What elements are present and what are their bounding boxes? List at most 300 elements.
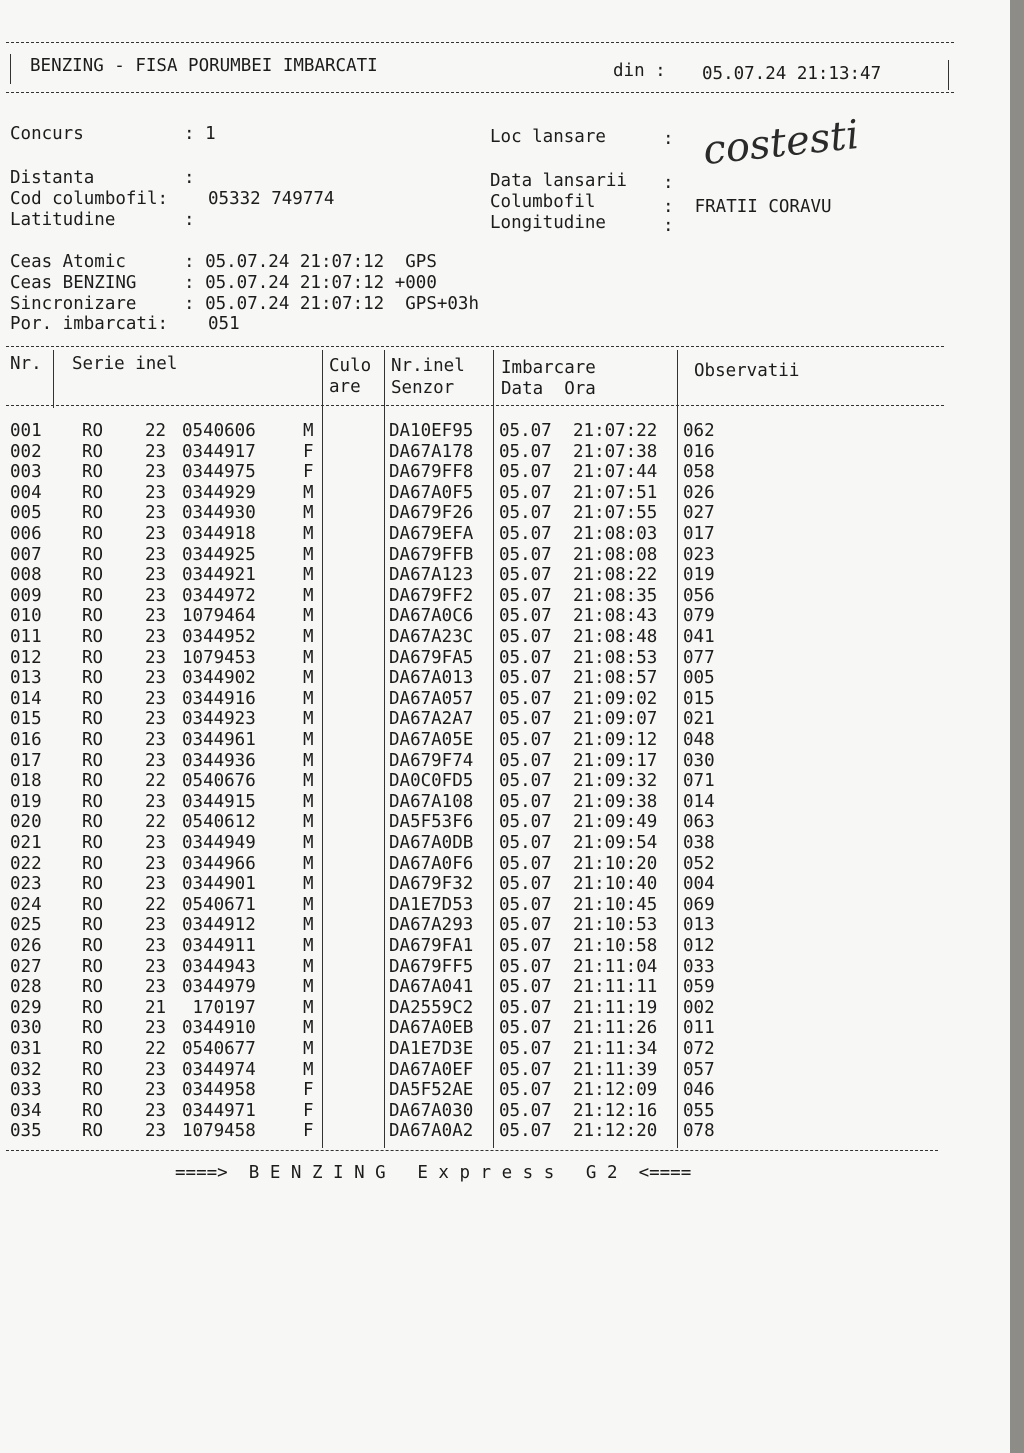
table-row bbox=[0, 998, 1000, 1019]
cell-sex: F bbox=[303, 1121, 314, 1142]
cell-nr: 010 bbox=[10, 606, 42, 627]
concurs-value: : 1 bbox=[184, 124, 216, 144]
cell-time: 21:10:45 bbox=[573, 894, 658, 915]
col-header-observatii: Observatii bbox=[694, 361, 800, 381]
col-header-culoare-1: Culo bbox=[329, 356, 372, 376]
cell-sensor: DA679FF2 bbox=[389, 585, 474, 606]
cell-date: 05.07 bbox=[499, 668, 552, 689]
cell-ring: 0344958 bbox=[182, 1080, 256, 1101]
cell-year: 23 bbox=[145, 462, 167, 483]
cell-nr: 007 bbox=[10, 544, 42, 565]
data-lansarii-label: Data lansarii bbox=[490, 171, 627, 191]
cell-sensor: DA67A108 bbox=[389, 791, 474, 812]
concurs-label: Concurs bbox=[10, 124, 84, 144]
cell-sex: M bbox=[303, 1018, 314, 1039]
cell-ring: 0344972 bbox=[182, 585, 256, 606]
cell-ring: 0344925 bbox=[182, 544, 256, 565]
cell-year: 23 bbox=[145, 565, 167, 586]
cell-nr: 024 bbox=[10, 894, 42, 915]
cell-date: 05.07 bbox=[499, 894, 552, 915]
cell-date: 05.07 bbox=[499, 482, 552, 503]
cell-country: RO bbox=[82, 833, 104, 853]
header-left-border bbox=[10, 54, 11, 84]
cell-sex: M bbox=[303, 585, 314, 606]
cell-year: 23 bbox=[145, 833, 167, 853]
cell-sensor: DA67A0C6 bbox=[389, 606, 474, 627]
table-row bbox=[0, 751, 1000, 772]
cell-sex: M bbox=[303, 936, 314, 956]
cell-observatii: 011 bbox=[683, 1018, 715, 1039]
cell-sensor: DA67A23C bbox=[389, 627, 474, 647]
cell-year: 23 bbox=[145, 1100, 167, 1121]
cell-country: RO bbox=[82, 997, 104, 1018]
loc-lansare-handwritten: costesti bbox=[701, 111, 862, 175]
table-row bbox=[0, 957, 1000, 978]
cell-observatii: 017 bbox=[683, 524, 715, 544]
cell-date: 05.07 bbox=[499, 647, 552, 668]
cell-date: 05.07 bbox=[499, 1100, 552, 1121]
col-header-imbarcare-2: Data Ora bbox=[501, 379, 596, 399]
table-row bbox=[0, 606, 1000, 627]
cell-observatii: 072 bbox=[683, 1039, 715, 1059]
cell-country: RO bbox=[82, 709, 104, 730]
cell-time: 21:09:12 bbox=[573, 730, 658, 750]
cell-country: RO bbox=[82, 853, 104, 874]
cell-nr: 034 bbox=[10, 1100, 42, 1121]
cell-country: RO bbox=[82, 1059, 104, 1080]
cell-ring: 0344916 bbox=[182, 688, 256, 709]
cell-sex: M bbox=[303, 503, 314, 524]
cell-date: 05.07 bbox=[499, 565, 552, 586]
table-row bbox=[0, 1039, 1000, 1060]
col-header-imbarcare-1: Imbarcare bbox=[501, 358, 596, 378]
cell-observatii: 012 bbox=[683, 936, 715, 956]
cell-ring: 0344917 bbox=[182, 441, 256, 462]
cell-observatii: 059 bbox=[683, 977, 715, 998]
cell-nr: 021 bbox=[10, 833, 42, 853]
cell-country: RO bbox=[82, 977, 104, 998]
cell-date: 05.07 bbox=[499, 853, 552, 874]
cell-year: 22 bbox=[145, 421, 167, 441]
cell-sensor: DA67A293 bbox=[389, 915, 474, 936]
cell-sensor: DA67A0A2 bbox=[389, 1121, 474, 1142]
cell-sensor: DA679FFB bbox=[389, 544, 474, 565]
cell-sensor: DA67A057 bbox=[389, 688, 474, 709]
table-row bbox=[0, 874, 1000, 895]
cell-year: 23 bbox=[145, 441, 167, 462]
cell-year: 23 bbox=[145, 606, 167, 627]
cell-ring: 0344979 bbox=[182, 977, 256, 998]
cell-nr: 018 bbox=[10, 771, 42, 792]
cell-time: 21:08:08 bbox=[573, 544, 658, 565]
table-row bbox=[0, 627, 1000, 648]
cell-country: RO bbox=[82, 565, 104, 586]
cell-date: 05.07 bbox=[499, 1121, 552, 1142]
cell-observatii: 069 bbox=[683, 894, 715, 915]
cell-sensor: DA67A05E bbox=[389, 730, 474, 750]
cell-country: RO bbox=[82, 771, 104, 792]
cell-nr: 029 bbox=[10, 997, 42, 1018]
data-lansarii-value: : bbox=[663, 173, 674, 193]
cell-year: 23 bbox=[145, 544, 167, 565]
cell-observatii: 052 bbox=[683, 853, 715, 874]
ceas-benzing-label: Ceas BENZING bbox=[10, 273, 137, 293]
cell-nr: 020 bbox=[10, 812, 42, 833]
cell-sex: M bbox=[303, 771, 314, 792]
cell-time: 21:09:07 bbox=[573, 709, 658, 730]
cell-country: RO bbox=[82, 606, 104, 627]
cell-nr: 023 bbox=[10, 874, 42, 895]
cell-time: 21:09:54 bbox=[573, 833, 658, 853]
cell-observatii: 026 bbox=[683, 482, 715, 503]
cell-sex: M bbox=[303, 668, 314, 689]
cell-date: 05.07 bbox=[499, 421, 552, 441]
cell-nr: 031 bbox=[10, 1039, 42, 1059]
cell-country: RO bbox=[82, 668, 104, 689]
cell-country: RO bbox=[82, 915, 104, 936]
cell-time: 21:08:03 bbox=[573, 524, 658, 544]
table-row bbox=[0, 565, 1000, 586]
cell-observatii: 019 bbox=[683, 565, 715, 586]
cell-ring: 0344910 bbox=[182, 1018, 256, 1039]
cell-observatii: 004 bbox=[683, 874, 715, 895]
cell-year: 23 bbox=[145, 936, 167, 956]
cell-ring: 0344921 bbox=[182, 565, 256, 586]
cell-nr: 013 bbox=[10, 668, 42, 689]
cell-time: 21:12:16 bbox=[573, 1100, 658, 1121]
table-row bbox=[0, 895, 1000, 916]
cell-year: 23 bbox=[145, 709, 167, 730]
cell-ring: 1079464 bbox=[182, 606, 256, 627]
cell-observatii: 077 bbox=[683, 647, 715, 668]
cell-year: 23 bbox=[145, 915, 167, 936]
cell-time: 21:11:34 bbox=[573, 1039, 658, 1059]
cell-sensor: DA679FF5 bbox=[389, 956, 474, 977]
cell-ring: 0344949 bbox=[182, 833, 256, 853]
por-imbarcati-value: 051 bbox=[208, 314, 240, 334]
cell-time: 21:09:17 bbox=[573, 750, 658, 771]
cell-sensor: DA67A123 bbox=[389, 565, 474, 586]
loc-lansare-label: Loc lansare bbox=[490, 127, 606, 147]
cell-nr: 009 bbox=[10, 585, 42, 606]
cell-time: 21:09:49 bbox=[573, 812, 658, 833]
cell-observatii: 058 bbox=[683, 462, 715, 483]
cell-year: 23 bbox=[145, 668, 167, 689]
longitudine-label: Longitudine bbox=[490, 213, 606, 233]
cell-observatii: 046 bbox=[683, 1080, 715, 1101]
cell-ring: 0540671 bbox=[182, 894, 256, 915]
sincronizare-value: : 05.07.24 21:07:12 GPS+03h bbox=[184, 294, 480, 314]
cell-time: 21:07:22 bbox=[573, 421, 658, 441]
table-row bbox=[0, 792, 1000, 813]
table-top-border bbox=[6, 346, 944, 347]
cell-year: 23 bbox=[145, 874, 167, 895]
cell-time: 21:11:11 bbox=[573, 977, 658, 998]
cell-observatii: 057 bbox=[683, 1059, 715, 1080]
por-imbarcati-label: Por. imbarcati: bbox=[10, 314, 169, 334]
cell-sex: M bbox=[303, 874, 314, 895]
longitudine-value: : bbox=[663, 216, 674, 236]
table-row bbox=[0, 854, 1000, 875]
cell-time: 21:10:40 bbox=[573, 874, 658, 895]
cell-date: 05.07 bbox=[499, 606, 552, 627]
cell-sex: M bbox=[303, 421, 314, 441]
cell-observatii: 021 bbox=[683, 709, 715, 730]
cell-country: RO bbox=[82, 421, 104, 441]
cell-year: 23 bbox=[145, 853, 167, 874]
cell-nr: 032 bbox=[10, 1059, 42, 1080]
ceas-benzing-value: : 05.07.24 21:07:12 +000 bbox=[184, 273, 437, 293]
table-row bbox=[0, 1018, 1000, 1039]
cell-country: RO bbox=[82, 482, 104, 503]
latitudine-value: : bbox=[184, 210, 195, 230]
cell-nr: 030 bbox=[10, 1018, 42, 1039]
cell-year: 23 bbox=[145, 791, 167, 812]
cell-time: 21:07:38 bbox=[573, 441, 658, 462]
cell-date: 05.07 bbox=[499, 977, 552, 998]
cod-columbofil-value: 05332 749774 bbox=[208, 189, 335, 209]
cell-sex: M bbox=[303, 709, 314, 730]
table-bottom-border bbox=[6, 1150, 938, 1151]
latitudine-label: Latitudine bbox=[10, 210, 116, 230]
columbofil-label: Columbofil bbox=[490, 192, 596, 212]
col-header-culoare-2: are bbox=[329, 377, 361, 397]
cell-ring: 0344915 bbox=[182, 791, 256, 812]
col-header-nrinel-2: Senzor bbox=[391, 378, 455, 398]
cell-observatii: 015 bbox=[683, 688, 715, 709]
table-row bbox=[0, 730, 1000, 751]
cell-date: 05.07 bbox=[499, 791, 552, 812]
cell-sex: M bbox=[303, 606, 314, 627]
cell-nr: 004 bbox=[10, 482, 42, 503]
cell-time: 21:08:53 bbox=[573, 647, 658, 668]
cell-sex: M bbox=[303, 977, 314, 998]
footer-brand: ====> B E N Z I N G E x p r e s s G 2 <==== bbox=[175, 1163, 692, 1183]
cell-sex: M bbox=[303, 812, 314, 833]
cell-sex: M bbox=[303, 565, 314, 586]
columbofil-value: : FRATII CORAVU bbox=[663, 197, 832, 217]
cell-country: RO bbox=[82, 647, 104, 668]
cell-sensor: DA67A0EB bbox=[389, 1018, 474, 1039]
cell-ring: 0344966 bbox=[182, 853, 256, 874]
cell-time: 21:07:55 bbox=[573, 503, 658, 524]
cell-date: 05.07 bbox=[499, 503, 552, 524]
cell-date: 05.07 bbox=[499, 1039, 552, 1059]
cell-date: 05.07 bbox=[499, 833, 552, 853]
cell-observatii: 048 bbox=[683, 730, 715, 750]
cell-year: 23 bbox=[145, 585, 167, 606]
cell-nr: 015 bbox=[10, 709, 42, 730]
cell-observatii: 023 bbox=[683, 544, 715, 565]
cell-ring: 0344923 bbox=[182, 709, 256, 730]
cell-country: RO bbox=[82, 956, 104, 977]
cell-country: RO bbox=[82, 441, 104, 462]
cell-sex: F bbox=[303, 441, 314, 462]
cell-sex: M bbox=[303, 524, 314, 544]
cell-nr: 006 bbox=[10, 524, 42, 544]
cell-year: 21 bbox=[145, 997, 167, 1018]
cell-ring: 0344975 bbox=[182, 462, 256, 483]
cell-time: 21:11:26 bbox=[573, 1018, 658, 1039]
cell-observatii: 005 bbox=[683, 668, 715, 689]
cell-nr: 019 bbox=[10, 791, 42, 812]
cell-year: 22 bbox=[145, 1039, 167, 1059]
cell-nr: 022 bbox=[10, 853, 42, 874]
ceas-atomic-label: Ceas Atomic bbox=[10, 252, 126, 272]
cell-date: 05.07 bbox=[499, 462, 552, 483]
table-row bbox=[0, 1060, 1000, 1081]
cell-year: 22 bbox=[145, 894, 167, 915]
cell-date: 05.07 bbox=[499, 1080, 552, 1101]
cell-time: 21:11:04 bbox=[573, 956, 658, 977]
table-row bbox=[0, 771, 1000, 792]
cell-time: 21:08:43 bbox=[573, 606, 658, 627]
header-bottom-border bbox=[6, 92, 954, 93]
paper-shadow-edge bbox=[1010, 0, 1024, 1453]
ceas-atomic-value: : 05.07.24 21:07:12 GPS bbox=[184, 252, 437, 272]
cell-sex: M bbox=[303, 750, 314, 771]
cell-date: 05.07 bbox=[499, 771, 552, 792]
cell-sensor: DA67A0F5 bbox=[389, 482, 474, 503]
cell-country: RO bbox=[82, 627, 104, 647]
cell-date: 05.07 bbox=[499, 730, 552, 750]
cell-date: 05.07 bbox=[499, 956, 552, 977]
cell-date: 05.07 bbox=[499, 688, 552, 709]
cell-observatii: 041 bbox=[683, 627, 715, 647]
cell-sensor: DA67A0EF bbox=[389, 1059, 474, 1080]
cell-country: RO bbox=[82, 894, 104, 915]
cell-observatii: 055 bbox=[683, 1100, 715, 1121]
cell-sex: M bbox=[303, 894, 314, 915]
cell-year: 23 bbox=[145, 688, 167, 709]
cell-ring: 1079453 bbox=[182, 647, 256, 668]
cell-nr: 028 bbox=[10, 977, 42, 998]
cell-ring: 0344929 bbox=[182, 482, 256, 503]
cell-country: RO bbox=[82, 1039, 104, 1059]
cell-time: 21:12:20 bbox=[573, 1121, 658, 1142]
cell-sex: M bbox=[303, 647, 314, 668]
cell-country: RO bbox=[82, 1080, 104, 1101]
print-date-label: din : bbox=[613, 61, 666, 81]
cell-sex: M bbox=[303, 997, 314, 1018]
distanta-label: Distanta bbox=[10, 168, 95, 188]
cell-year: 23 bbox=[145, 1080, 167, 1101]
col-header-nr: Nr. bbox=[10, 354, 42, 374]
cell-year: 23 bbox=[145, 647, 167, 668]
cell-sensor: DA67A013 bbox=[389, 668, 474, 689]
cell-sex: F bbox=[303, 1080, 314, 1101]
cell-date: 05.07 bbox=[499, 874, 552, 895]
cell-date: 05.07 bbox=[499, 627, 552, 647]
cell-year: 23 bbox=[145, 730, 167, 750]
cell-ring: 0540677 bbox=[182, 1039, 256, 1059]
cell-nr: 005 bbox=[10, 503, 42, 524]
cell-year: 23 bbox=[145, 1121, 167, 1142]
cell-country: RO bbox=[82, 585, 104, 606]
cell-observatii: 038 bbox=[683, 833, 715, 853]
cell-sensor: DA67A0DB bbox=[389, 833, 474, 853]
cell-ring: 0344902 bbox=[182, 668, 256, 689]
header-right-border bbox=[948, 60, 949, 90]
cell-ring: 0344961 bbox=[182, 730, 256, 750]
cell-sensor: DA679FF8 bbox=[389, 462, 474, 483]
cell-country: RO bbox=[82, 936, 104, 956]
cell-ring: 0344936 bbox=[182, 750, 256, 771]
cell-sensor: DA5F52AE bbox=[389, 1080, 474, 1101]
table-row bbox=[0, 977, 1000, 998]
table-row bbox=[0, 1121, 1000, 1142]
cell-nr: 001 bbox=[10, 421, 42, 441]
cell-sex: M bbox=[303, 688, 314, 709]
cell-time: 21:08:57 bbox=[573, 668, 658, 689]
cell-sensor: DA679FA1 bbox=[389, 936, 474, 956]
cell-sensor: DA679F32 bbox=[389, 874, 474, 895]
cell-sensor: DA67A041 bbox=[389, 977, 474, 998]
cell-time: 21:11:39 bbox=[573, 1059, 658, 1080]
table-row bbox=[0, 524, 1000, 545]
cell-time: 21:12:09 bbox=[573, 1080, 658, 1101]
header-top-border bbox=[6, 42, 954, 43]
cell-year: 23 bbox=[145, 1059, 167, 1080]
cell-observatii: 016 bbox=[683, 441, 715, 462]
cell-observatii: 079 bbox=[683, 606, 715, 627]
cell-nr: 025 bbox=[10, 915, 42, 936]
cell-sensor: DA679FA5 bbox=[389, 647, 474, 668]
cell-nr: 027 bbox=[10, 956, 42, 977]
cell-time: 21:09:02 bbox=[573, 688, 658, 709]
cell-sensor: DA679EFA bbox=[389, 524, 474, 544]
cell-nr: 017 bbox=[10, 750, 42, 771]
cell-year: 23 bbox=[145, 503, 167, 524]
cell-time: 21:10:20 bbox=[573, 853, 658, 874]
cell-sensor: DA10EF95 bbox=[389, 421, 474, 441]
cell-sensor: DA2559C2 bbox=[389, 997, 474, 1018]
cell-nr: 035 bbox=[10, 1121, 42, 1142]
cell-year: 23 bbox=[145, 482, 167, 503]
cell-ring: 170197 bbox=[182, 997, 256, 1018]
table-row bbox=[0, 709, 1000, 730]
cell-year: 23 bbox=[145, 750, 167, 771]
cell-sensor: DA5F53F6 bbox=[389, 812, 474, 833]
cell-year: 23 bbox=[145, 524, 167, 544]
cell-date: 05.07 bbox=[499, 1018, 552, 1039]
cell-sex: M bbox=[303, 482, 314, 503]
cell-ring: 0344912 bbox=[182, 915, 256, 936]
cell-country: RO bbox=[82, 1100, 104, 1121]
cell-nr: 026 bbox=[10, 936, 42, 956]
cell-observatii: 002 bbox=[683, 997, 715, 1018]
cell-time: 21:10:53 bbox=[573, 915, 658, 936]
table-row bbox=[0, 1080, 1000, 1101]
cell-sensor: DA67A030 bbox=[389, 1100, 474, 1121]
cell-sex: M bbox=[303, 833, 314, 853]
table-row bbox=[0, 483, 1000, 504]
table-row bbox=[0, 936, 1000, 957]
cell-country: RO bbox=[82, 791, 104, 812]
cell-sex: F bbox=[303, 462, 314, 483]
cell-time: 21:09:38 bbox=[573, 791, 658, 812]
col-header-serie: Serie inel bbox=[72, 354, 178, 374]
cell-observatii: 071 bbox=[683, 771, 715, 792]
cell-country: RO bbox=[82, 874, 104, 895]
cell-sex: F bbox=[303, 1100, 314, 1121]
cell-time: 21:10:58 bbox=[573, 936, 658, 956]
cell-sensor: DA67A2A7 bbox=[389, 709, 474, 730]
loc-lansare-value: : bbox=[663, 129, 674, 149]
cod-columbofil-label: Cod columbofil: bbox=[10, 189, 169, 209]
cell-ring: 0540606 bbox=[182, 421, 256, 441]
cell-date: 05.07 bbox=[499, 1059, 552, 1080]
